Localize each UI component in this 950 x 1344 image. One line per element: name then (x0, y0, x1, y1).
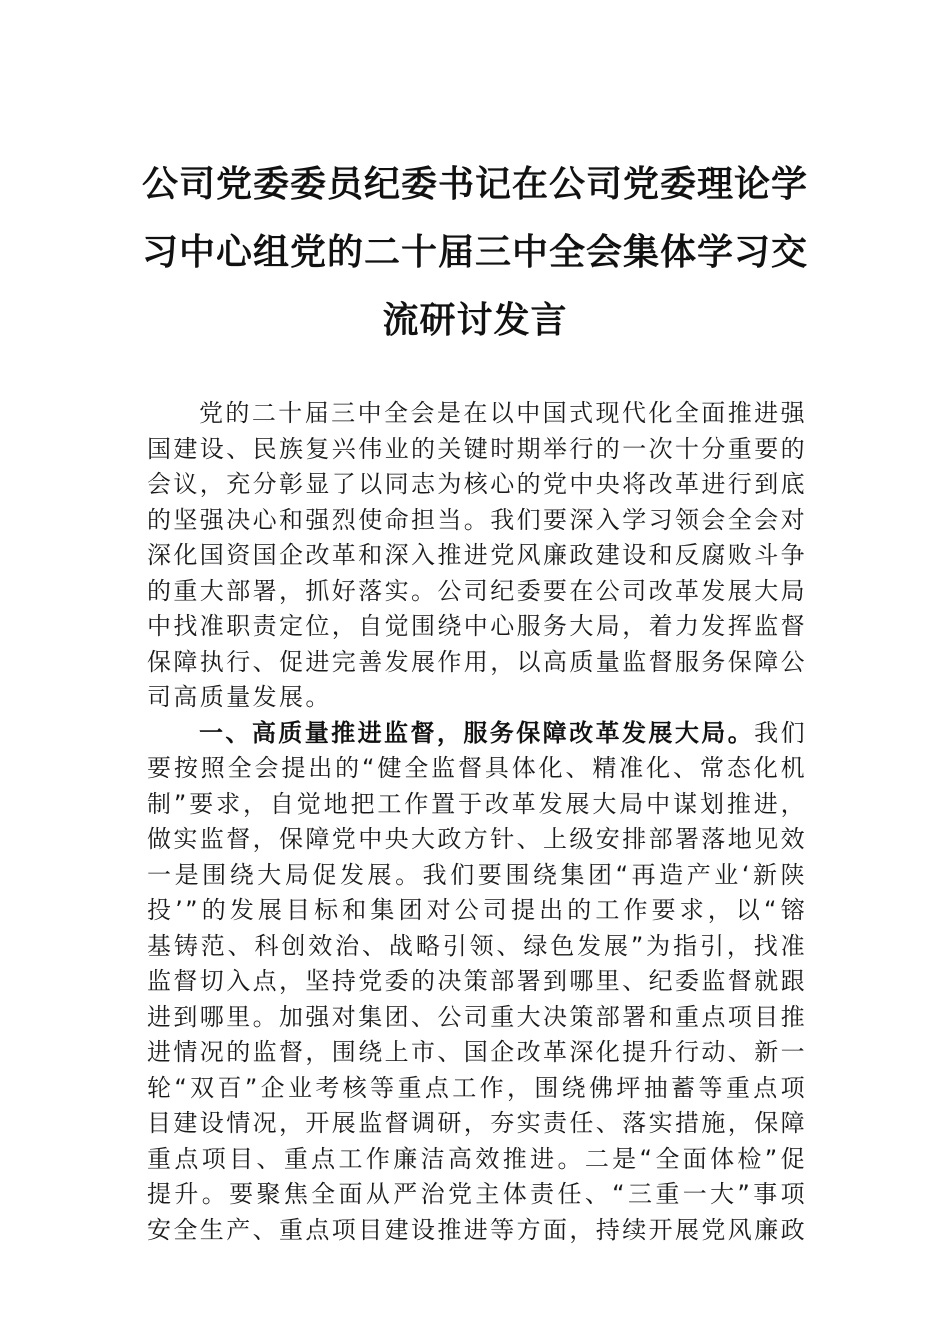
section-one-paragraph (147, 716, 807, 1249)
paragraph-line: 一是围绕大局促发展。我们要围绕集团“再造产业‘新陕 (147, 860, 807, 889)
paragraph-line: 轮“双百”企业考核等重点工作，围绕佛坪抽蓄等重点项 (147, 1073, 807, 1102)
document-body (147, 396, 807, 1248)
paragraph-line: 的重大部署，抓好落实。公司纪委要在公司改革发展大局 (147, 576, 807, 605)
paragraph-line: 司高质量发展。 (147, 683, 332, 711)
paragraph-line: 目建设情况，开展监督调研，夯实责任、落实措施，保障 (147, 1109, 807, 1137)
paragraph-line: 的坚强决心和强烈使命担当。我们要深入学习领会全会对 (147, 505, 807, 534)
paragraph-line: 投’”的发展目标和集团对公司提出的工作要求，以“镕 (147, 896, 807, 924)
paragraph-line: 会议，充分彰显了以同志为核心的党中央将改革进行到底 (147, 470, 807, 498)
paragraph-line (147, 716, 807, 752)
paragraph-line: 进情况的监督，围绕上市、国企改革深化提升行动、新一 (147, 1038, 807, 1066)
title-line: 习中心组党的二十届三中全会集体学习交 (141, 231, 808, 273)
heading-continuation: 我们 (754, 718, 807, 747)
paragraph-line: 保障执行、促进完善发展作用，以高质量监督服务保障公 (147, 647, 807, 676)
title-line: 公司党委委员纪委书记在公司党委理论学 (141, 163, 808, 205)
paragraph-line: 做实监督，保障党中央大政方针、上级安排部署落地见效 (147, 825, 807, 853)
paragraph-line: 安全生产、重点项目建设推进等方面，持续开展党风廉政 (147, 1215, 807, 1244)
intro-paragraph (147, 396, 807, 716)
paragraph-line: 深化国资国企改革和深入推进党风廉政建设和反腐败斗争 (147, 541, 807, 569)
paragraph-line: 国建设、民族复兴伟业的关键时期举行的一次十分重要的 (147, 434, 807, 463)
paragraph-line: 党的二十届三中全会是在以中国式现代化全面推进强 (199, 399, 807, 427)
paragraph-line: 重点项目、重点工作廉洁高效推进。二是“全面体检”促 (147, 1144, 807, 1173)
paragraph-line: 进到哪里。加强对集团、公司重大决策部署和重点项目推 (147, 1002, 807, 1031)
paragraph-line: 要按照全会提出的“健全监督具体化、精准化、常态化机 (147, 754, 807, 782)
paragraph-line: 提升。要聚焦全面从严治党主体责任、“三重一大”事项 (147, 1180, 807, 1208)
paragraph-line: 中找准职责定位，自觉围绕中心服务大局，着力发挥监督 (147, 612, 807, 640)
paragraph-line: 制”要求，自觉地把工作置于改革发展大局中谋划推进， (147, 789, 807, 818)
section-heading: 一、高质量推进监督，服务保障改革发展大局。 (199, 718, 755, 747)
paragraph-line: 监督切入点，坚持党委的决策部署到哪里、纪委监督就跟 (147, 967, 807, 995)
title-line: 流研讨发言 (382, 299, 568, 341)
document-title (140, 150, 810, 354)
paragraph-line: 基铸范、科创效治、战略引领、绿色发展”为指引，找准 (147, 931, 807, 960)
